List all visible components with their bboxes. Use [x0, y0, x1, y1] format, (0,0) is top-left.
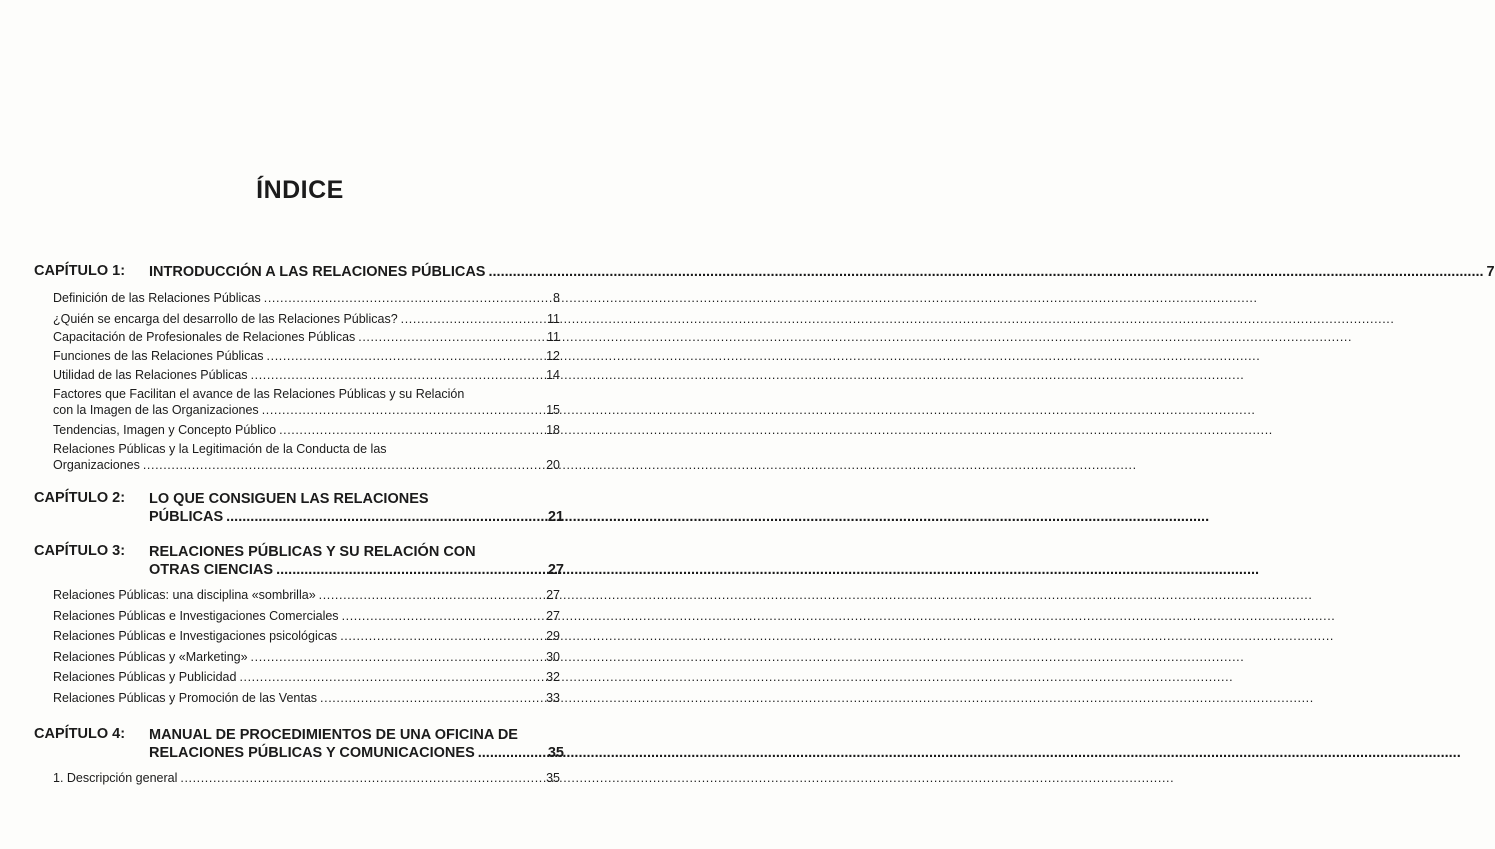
dot-leader — [267, 348, 544, 364]
dot-leader — [239, 669, 543, 685]
toc-entry — [53, 329, 560, 345]
entry-title: Funciones de las Relaciones Públicas — [53, 349, 264, 363]
entry-title: Organizaciones — [53, 458, 140, 472]
dot-leader — [226, 508, 545, 526]
chapter-title-line-1: LO QUE CONSIGUEN LAS RELACIONES — [149, 491, 429, 507]
dot-leader — [262, 402, 543, 418]
chapter-title-line — [149, 263, 1495, 281]
chapter-label: CAPÍTULO 2: — [34, 490, 126, 506]
chapter-label: CAPÍTULO 3: — [34, 543, 126, 559]
toc-entry — [53, 311, 560, 327]
toc-entry — [53, 770, 560, 786]
page-title: ÍNDICE — [256, 176, 344, 204]
chapter-title-line-1: RELACIONES PÚBLICAS Y SU RELACIÓN CON — [149, 544, 476, 560]
dot-leader — [251, 367, 544, 383]
entry-title: Relaciones Públicas: una disciplina «sombrilla» — [53, 588, 316, 602]
chapter-title-line — [149, 744, 564, 762]
entry-title: Relaciones Públicas e Investigaciones Comerciales — [53, 609, 339, 623]
entry-page: 12 — [546, 349, 560, 363]
entry-title: Relaciones Públicas e Investigaciones psicológicas — [53, 629, 338, 643]
entry-title: Capacitación de Profesionales de Relaciones Públicas — [53, 330, 356, 344]
entry-page: 8 — [553, 291, 560, 305]
dot-leader — [279, 422, 543, 438]
entry-title-line-1: Relaciones Públicas y la Legitimación de la Conducta de las — [53, 442, 387, 456]
chapter-label: CAPÍTULO 4: — [34, 726, 126, 742]
entry-page: 15 — [546, 403, 560, 417]
entry-title: ¿Quién se encarga del desarrollo de las Relaciones Públicas? — [53, 312, 398, 326]
dot-leader — [251, 649, 544, 665]
entry-page: 32 — [546, 670, 560, 684]
chapter-page: 7 — [1486, 264, 1495, 280]
dot-leader — [342, 608, 544, 624]
entry-page: 27 — [546, 609, 560, 623]
entry-page: 20 — [546, 458, 560, 472]
chapter-title: INTRODUCCIÓN A LAS RELACIONES PÚBLICAS — [149, 264, 486, 280]
entry-page: 29 — [546, 629, 560, 643]
dot-leader — [401, 311, 544, 327]
toc-entry — [53, 608, 560, 624]
toc-entry — [53, 422, 560, 438]
chapter-label: CAPÍTULO 1: — [34, 263, 126, 279]
chapter-title: OTRAS CIENCIAS — [149, 562, 274, 578]
toc-entry — [53, 441, 560, 473]
entry-title: 1. Descripción general — [53, 771, 178, 785]
entry-title: Relaciones Públicas y Publicidad — [53, 670, 237, 684]
dot-leader — [319, 587, 543, 603]
toc-entry — [53, 628, 560, 644]
toc-entry — [53, 367, 560, 383]
entry-title: Relaciones Públicas y Promoción de las Ventas — [53, 691, 318, 705]
entry-title: Definición de las Relaciones Públicas — [53, 291, 261, 305]
entry-page: 27 — [546, 588, 560, 602]
dot-leader — [478, 744, 545, 762]
entry-page: 33 — [546, 691, 560, 705]
entry-page: 35 — [546, 771, 560, 785]
toc-entry — [53, 348, 560, 364]
entry-page: 14 — [546, 368, 560, 382]
dot-leader — [143, 457, 543, 473]
dot-leader — [180, 770, 543, 786]
chapter-page: 27 — [547, 562, 564, 578]
entry-page: 30 — [546, 650, 560, 664]
dot-leader — [264, 290, 550, 306]
dot-leader: ... ..... — [488, 263, 1483, 281]
dot-leader — [340, 628, 543, 644]
entry-page: 11 — [547, 312, 560, 326]
chapter-title: RELACIONES PÚBLICAS Y COMUNICACIONES — [149, 745, 475, 761]
entry-title: con la Imagen de las Organizaciones — [53, 403, 259, 417]
chapter-title: PÚBLICAS — [149, 509, 224, 525]
chapter-title-line — [149, 508, 564, 526]
toc-entry — [53, 649, 560, 665]
entry-page: 11 — [547, 330, 560, 344]
toc-entry — [53, 386, 560, 418]
entry-title: Tendencias, Imagen y Concepto Público — [53, 423, 277, 437]
toc-entry — [53, 690, 560, 706]
entry-title: Utilidad de las Relaciones Públicas — [53, 368, 248, 382]
chapter-title-line — [149, 561, 564, 579]
chapter-page: 21 — [547, 509, 564, 525]
toc-entry — [53, 290, 560, 306]
toc-entry — [53, 587, 560, 603]
dot-leader — [276, 561, 545, 579]
chapter-page: 35 — [547, 745, 564, 761]
entry-title-line-1: Factores que Facilitan el avance de las Relaciones Públicas y su Relación — [53, 387, 465, 401]
toc-entry — [53, 669, 560, 685]
dot-leader — [320, 690, 543, 706]
entry-title: Relaciones Públicas y «Marketing» — [53, 650, 248, 664]
entry-page: 18 — [546, 423, 560, 437]
dot-leader — [358, 329, 544, 345]
chapter-title-line-1: MANUAL DE PROCEDIMIENTOS DE UNA OFICINA DE — [149, 727, 518, 743]
